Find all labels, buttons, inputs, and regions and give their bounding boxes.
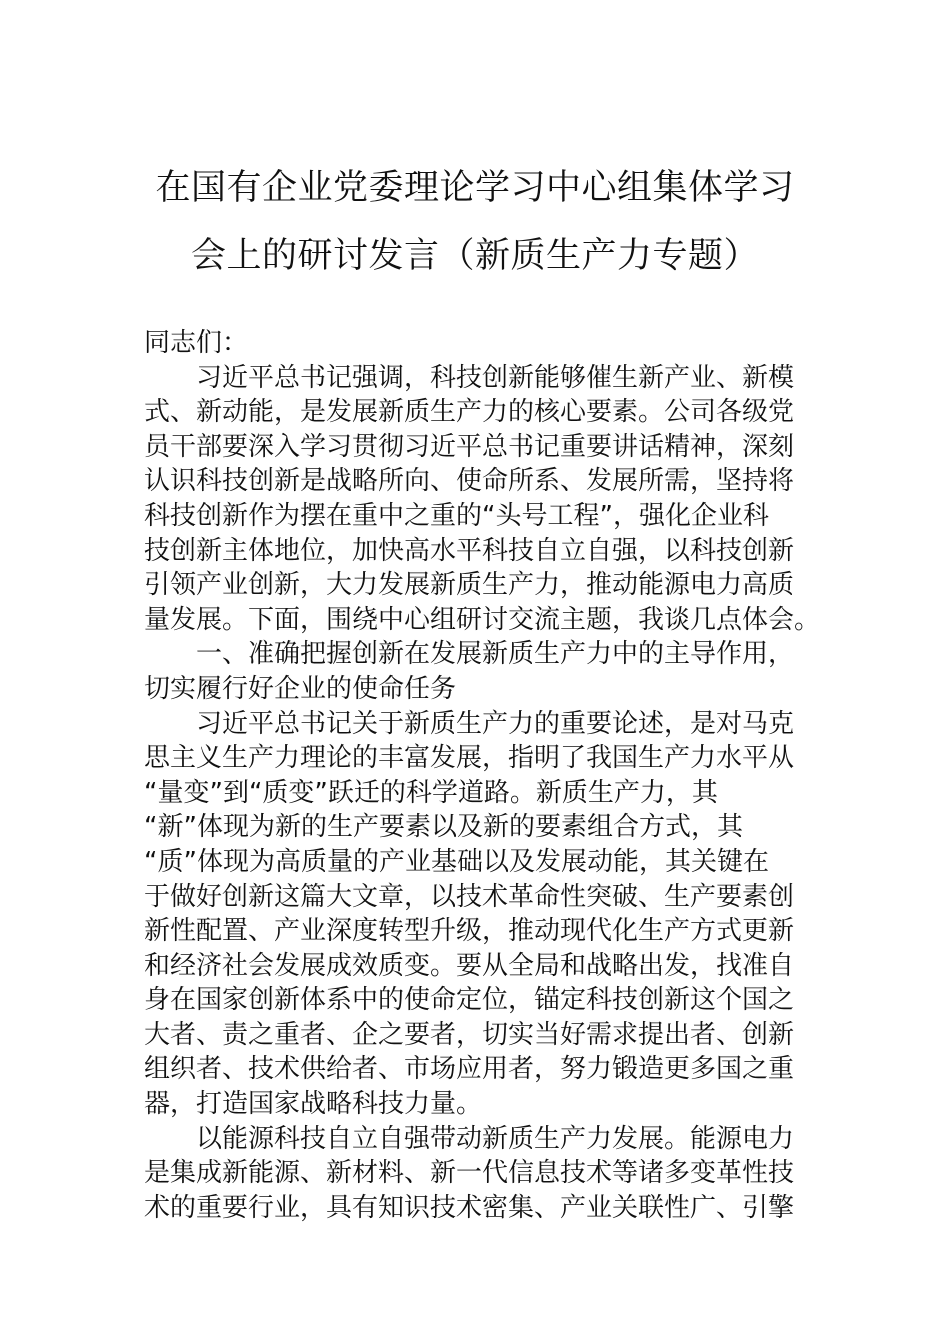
paragraph-2-line: 习近平总书记关于新质生产力的重要论述，是对马克 [196, 708, 795, 739]
section-heading-line: 一、准确把握创新在发展新质生产力中的主导作用， [196, 639, 795, 670]
paragraph-1-line: 认识科技创新是战略所向、使命所系、发展所需，坚持将 [144, 466, 795, 497]
paragraph-2-line: 大者、责之重者、企之要者，切实当好需求提出者、创新 [144, 1019, 795, 1050]
paragraph-2-line: “质”体现为高质量的产业基础以及发展动能，其关键在 [144, 846, 769, 877]
paragraph-2-line: 和经济社会发展成效质变。要从全局和战略出发，找准自 [144, 950, 795, 981]
paragraph-1-line: 式、新动能，是发展新质生产力的核心要素。公司各级党 [144, 397, 795, 428]
paragraph-2-line: 身在国家创新体系中的使命定位，锚定科技创新这个国之 [144, 985, 795, 1016]
paragraph-2-line: 新性配置、产业深度转型升级，推动现代化生产方式更新 [144, 916, 795, 947]
paragraph-2-line: “新”体现为新的生产要素以及新的要素组合方式，其 [144, 812, 743, 843]
salutation: 同志们： [144, 328, 249, 358]
paragraph-2-line: “量变”到“质变”跃迁的科学道路。新质生产力，其 [144, 777, 718, 808]
paragraph-1-line: 习近平总书记强调，科技创新能够催生新产业、新模 [196, 362, 795, 393]
document-body [144, 326, 821, 1225]
document-title-line-2: 会上的研讨发言（新质生产力专题） [190, 236, 759, 276]
paragraph-1-line: 技创新主体地位，加快高水平科技自立自强，以科技创新 [144, 535, 795, 566]
paragraph-1-line: 科技创新作为摆在重中之重的“头号工程”，强化企业科 [144, 500, 769, 531]
paragraph-3-line: 是集成新能源、新材料、新一代信息技术等诸多变革性技 [144, 1158, 795, 1189]
paragraph-2-line: 于做好创新这篇大文章，以技术革命性突破、生产要素创 [144, 881, 795, 912]
paragraph-2-line: 思主义生产力理论的丰富发展，指明了我国生产力水平从 [144, 743, 795, 774]
paragraph-2-line: 组织者、技术供给者、市场应用者，努力锻造更多国之重 [144, 1054, 795, 1085]
section-heading-line: 切实履行好企业的使命任务 [144, 673, 457, 704]
paragraph-1-line: 量发展。下面，围绕中心组研讨交流主题，我谈几点体会。 [144, 604, 821, 635]
paragraph-3-line: 以能源科技自立自强带动新质生产力发展。能源电力 [196, 1123, 795, 1154]
document-title-line-1: 在国有企业党委理论学习中心组集体学习 [155, 168, 795, 208]
paragraph-3-line: 术的重要行业，具有知识技术密集、产业关联性广、引擎 [144, 1192, 795, 1223]
paragraph-1-line: 员干部要深入学习贯彻习近平总书记重要讲话精神，深刻 [144, 431, 795, 462]
paragraph-2-line: 器，打造国家战略科技力量。 [144, 1089, 483, 1120]
paragraph-1-line: 引领产业创新，大力发展新质生产力，推动能源电力高质 [144, 570, 795, 601]
